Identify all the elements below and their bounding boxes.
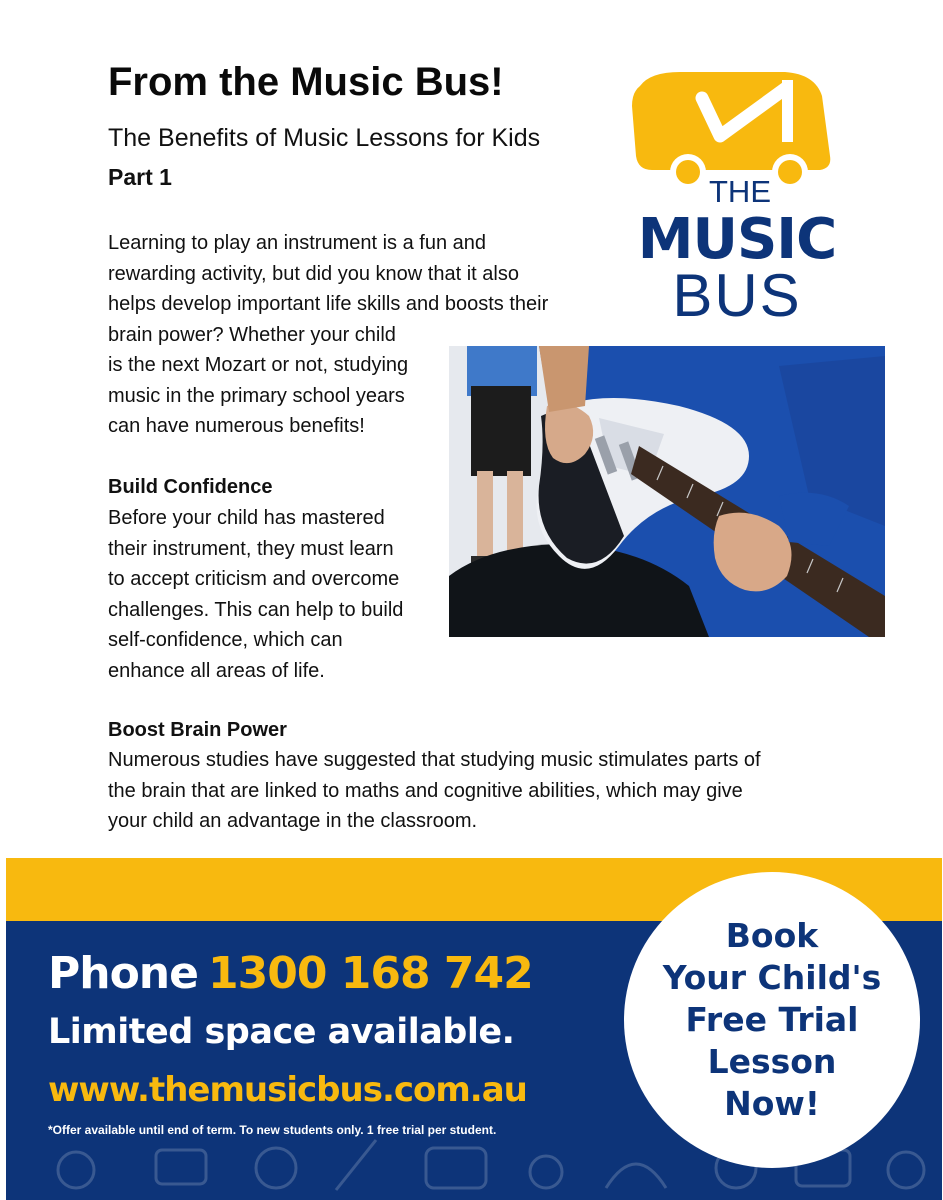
book-trial-badge[interactable] <box>624 872 920 1168</box>
logo-text-the: THE <box>709 174 771 209</box>
phone-number[interactable]: 1300 168 742 <box>207 948 533 999</box>
part-label: Part 1 <box>108 164 172 190</box>
brain-paragraph: Numerous studies have suggested that studying music stimulates parts of the brain that are linked to maths and cognitive abilities, which may give your child an advantage in the classroom. <box>108 749 761 832</box>
logo-text-bus: BUS <box>672 262 802 324</box>
phone-line <box>48 948 533 999</box>
page-subtitle: The Benefits of Music Lessons for Kids <box>108 124 541 152</box>
limited-space-text: Limited space available. <box>48 1012 515 1052</box>
phone-label: Phone <box>48 948 198 999</box>
music-bus-logo <box>610 66 865 324</box>
offer-fineprint: *Offer available until end of term. To new students only. 1 free trial per student. <box>48 1123 497 1137</box>
intro-paragraph: Learning to play an instrument is a fun and rewarding activity, but did you know that it also helps develop important life skills and boosts their brain power? Whether your child is the next Mozart or not, studying music in the primary school years can have numerous benefits! <box>108 232 549 437</box>
page-title: From the Music Bus! <box>108 60 504 104</box>
book-trial-text: Book Your Child's Free Trial Lesson Now! <box>662 916 882 1123</box>
guitar-photo <box>449 346 885 637</box>
confidence-paragraph: Before your child has mastered their instrument, they must learn to accept criticism and overcome challenges. This can help to build self-confidence, which can enhance all areas of life. <box>108 507 404 682</box>
logo-text-music: MUSIC <box>637 207 837 272</box>
website-link[interactable]: www.themusicbus.com.au <box>48 1070 527 1110</box>
confidence-heading: Build Confidence <box>108 476 273 498</box>
brain-heading: Boost Brain Power <box>108 719 287 741</box>
